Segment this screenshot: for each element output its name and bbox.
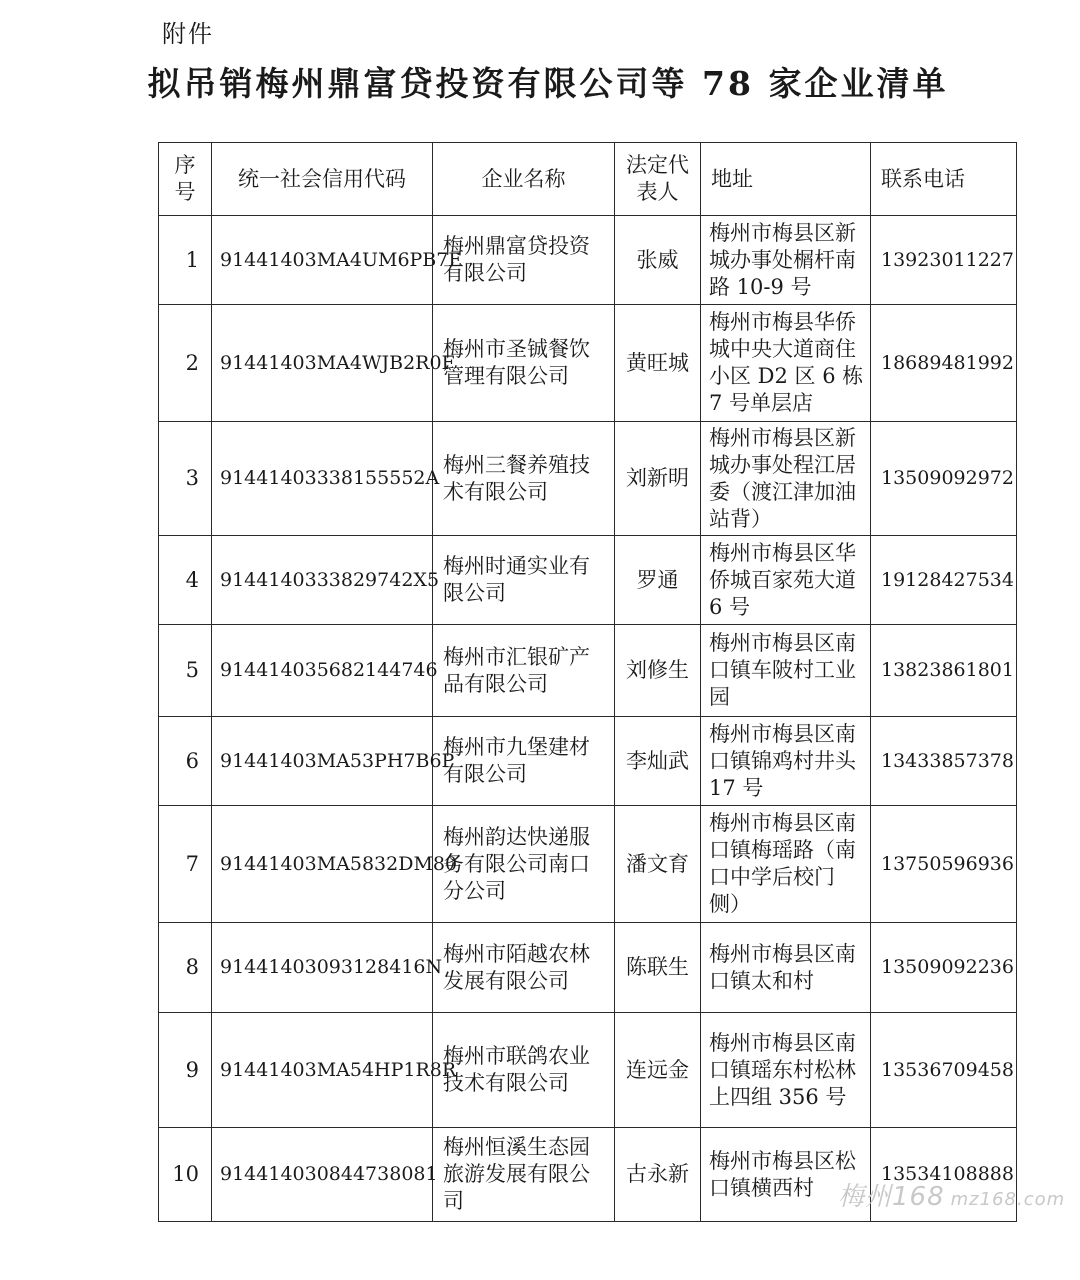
watermark-domain: mz168.com: [950, 1189, 1066, 1210]
cell-phone: 13923011227: [871, 216, 1017, 305]
cell-phone: 13823861801: [871, 625, 1017, 717]
cell-phone: 13509092972: [871, 422, 1017, 536]
cell-address: 梅州市梅县区南口镇瑶东村松林上四组 356 号: [701, 1013, 871, 1128]
cell-address: 梅州市梅县区新城办事处榍杆南路 10-9 号: [701, 216, 871, 305]
document-title: [0, 58, 1080, 105]
cell-legal-rep: 张威: [615, 216, 701, 305]
cell-company-name: 梅州时通实业有限公司: [433, 536, 615, 625]
table-row: [159, 216, 1017, 305]
cell-phone: 13509092236: [871, 923, 1017, 1013]
cell-legal-rep: 李灿武: [615, 717, 701, 806]
cell-index: 3: [159, 422, 212, 536]
cell-phone: 13750596936: [871, 806, 1017, 923]
table-row: [159, 806, 1017, 923]
cell-index: 7: [159, 806, 212, 923]
cell-credit-code: 914414035682144746: [212, 625, 433, 717]
table-row: [159, 1013, 1017, 1128]
document-title-text: 拟吊销梅州鼎富贷投资有限公司等 78 家企业清单: [147, 64, 949, 103]
cell-credit-code: 9144140333829742X5: [212, 536, 433, 625]
cell-address: 梅州市梅县区新城办事处程江居委（渡江津加油站背）: [701, 422, 871, 536]
cell-phone: 19128427534: [871, 536, 1017, 625]
cell-phone: 18689481992: [871, 305, 1017, 422]
header-index: 序号: [159, 143, 212, 216]
cell-index: 9: [159, 1013, 212, 1128]
cell-company-name: 梅州市九堡建材有限公司: [433, 717, 615, 806]
cell-index: 4: [159, 536, 212, 625]
table-row: [159, 536, 1017, 625]
cell-phone: 13433857378: [871, 717, 1017, 806]
cell-legal-rep: 潘文育: [615, 806, 701, 923]
cell-index: 10: [159, 1128, 212, 1222]
cell-credit-code: 91441403338155552A: [212, 422, 433, 536]
cell-credit-code: 91441403MA54HP1R8R: [212, 1013, 433, 1128]
cell-company-name: 梅州恒溪生态园旅游发展有限公司: [433, 1128, 615, 1222]
cell-credit-code: 91441403MA5832DM80: [212, 806, 433, 923]
cell-address: 梅州市梅县区华侨城百家苑大道 6 号: [701, 536, 871, 625]
header-address: 地址: [701, 143, 871, 216]
cell-address: 梅州市梅县区南口镇锦鸡村井头 17 号: [701, 717, 871, 806]
cell-address: 梅州市梅县区松口镇横西村: [701, 1128, 871, 1222]
header-legal-rep: 法定代表人: [615, 143, 701, 216]
watermark-text: 梅州168: [838, 1182, 945, 1212]
table-row: [159, 717, 1017, 806]
cell-address: 梅州市梅县华侨城中央大道商住小区 D2 区 6 栋 7 号单层店: [701, 305, 871, 422]
attachment-label: 附件: [162, 20, 214, 48]
cell-address: 梅州市梅县区南口镇梅瑶路（南口中学后校门侧）: [701, 806, 871, 923]
cell-company-name: 梅州韵达快递服务有限公司南口分公司: [433, 806, 615, 923]
table-row: [159, 923, 1017, 1013]
cell-legal-rep: 连远金: [615, 1013, 701, 1128]
cell-company-name: 梅州三餐养殖技术有限公司: [433, 422, 615, 536]
cell-address: 梅州市梅县区南口镇车陂村工业园: [701, 625, 871, 717]
cell-index: 6: [159, 717, 212, 806]
cell-legal-rep: 刘新明: [615, 422, 701, 536]
cell-credit-code: 914414030844738081: [212, 1128, 433, 1222]
cell-index: 2: [159, 305, 212, 422]
cell-credit-code: 91441403MA4WJB2R0F: [212, 305, 433, 422]
cell-index: 1: [159, 216, 212, 305]
cell-address: 梅州市梅县区南口镇太和村: [701, 923, 871, 1013]
cell-phone: 13534108888: [871, 1128, 1017, 1222]
cell-company-name: 梅州市汇银矿产品有限公司: [433, 625, 615, 717]
cell-company-name: 梅州市陌越农林发展有限公司: [433, 923, 615, 1013]
cell-phone: 13536709458: [871, 1013, 1017, 1128]
table-row: [159, 305, 1017, 422]
cell-index: 8: [159, 923, 212, 1013]
cell-credit-code: 91441403093128416N: [212, 923, 433, 1013]
site-watermark: [838, 1176, 1065, 1213]
cell-company-name: 梅州鼎富贷投资有限公司: [433, 216, 615, 305]
table-row: [159, 422, 1017, 536]
cell-legal-rep: 黄旺城: [615, 305, 701, 422]
cell-legal-rep: 陈联生: [615, 923, 701, 1013]
enterprise-table: [158, 142, 1017, 1222]
cell-company-name: 梅州市联鸽农业技术有限公司: [433, 1013, 615, 1128]
cell-company-name: 梅州市圣铖餐饮管理有限公司: [433, 305, 615, 422]
table-row: [159, 625, 1017, 717]
header-phone: 联系电话: [871, 143, 1017, 216]
cell-legal-rep: 罗通: [615, 536, 701, 625]
table-header-row: [159, 143, 1017, 216]
cell-credit-code: 91441403MA4UM6PB7E: [212, 216, 433, 305]
header-credit-code: 统一社会信用代码: [212, 143, 433, 216]
header-company-name: 企业名称: [433, 143, 615, 216]
cell-credit-code: 91441403MA53PH7B6P: [212, 717, 433, 806]
cell-legal-rep: 古永新: [615, 1128, 701, 1222]
cell-legal-rep: 刘修生: [615, 625, 701, 717]
cell-index: 5: [159, 625, 212, 717]
